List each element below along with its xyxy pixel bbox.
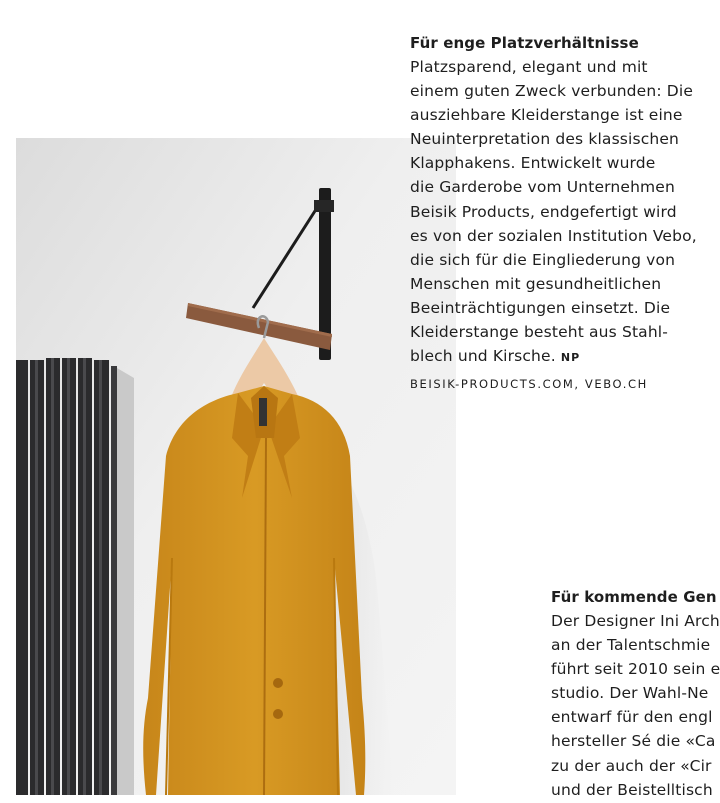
body-line: ausziehbare Kleiderstange ist eine: [410, 106, 683, 125]
body-line: entwarf für den engl: [551, 708, 713, 727]
body-line: Menschen mit gesundheitlichen: [410, 274, 662, 293]
body-line: es von der sozialen Institution Vebo,: [410, 226, 697, 245]
body-line: hersteller Sé die «Ca: [551, 732, 716, 751]
article-space-saving-wardrobe: [410, 31, 720, 396]
body-line: Beeinträchtigungen einsetzt. Die: [410, 298, 671, 317]
body-line: einem guten Zweck verbunden: Die: [410, 82, 694, 101]
article-headline: Für enge Platzverhältnisse: [410, 34, 639, 52]
body-line: Der Designer Ini Arch: [551, 612, 720, 630]
body-line: und der Beistelltisch: [551, 780, 713, 799]
body-line: an der Talentschmie: [551, 636, 711, 655]
body-line: Neuinterpretation des klassischen: [410, 130, 680, 149]
body-line-last: [410, 344, 720, 370]
article-headline: Für kommende Gen: [551, 588, 717, 606]
body-line: führt seit 2010 sein e: [551, 660, 720, 679]
body-line: Kleiderstange besteht aus Stahl-: [410, 323, 668, 342]
body-line-text: blech und Kirsche.: [410, 347, 556, 366]
author-initials: NP: [560, 351, 581, 365]
product-photo: [16, 138, 456, 795]
body-line: Beisik Products, endgefertigt wird: [410, 202, 677, 221]
article-body: [410, 55, 720, 370]
body-line: studio. Der Wahl-Ne: [551, 684, 709, 703]
wardrobe-hook-illustration: [16, 138, 456, 795]
body-line: zu der auch der «Cir: [551, 756, 712, 775]
article-body: [551, 609, 720, 802]
body-line: Platzsparend, elegant und mit: [410, 58, 648, 76]
mustard-jacket: [143, 386, 365, 795]
body-line: die sich für die Eingliederung von: [410, 250, 676, 269]
bracket-clip: [314, 200, 334, 212]
article-next-generation: [551, 585, 720, 802]
body-line: Klapphakens. Entwickelt wurde: [410, 154, 656, 173]
radiator-shadow: [117, 368, 134, 795]
body-line: die Garderobe vom Unternehmen: [410, 178, 675, 197]
source-links[interactable]: BEISIK-PRODUCTS.COM, VEBO.CH: [410, 377, 648, 392]
